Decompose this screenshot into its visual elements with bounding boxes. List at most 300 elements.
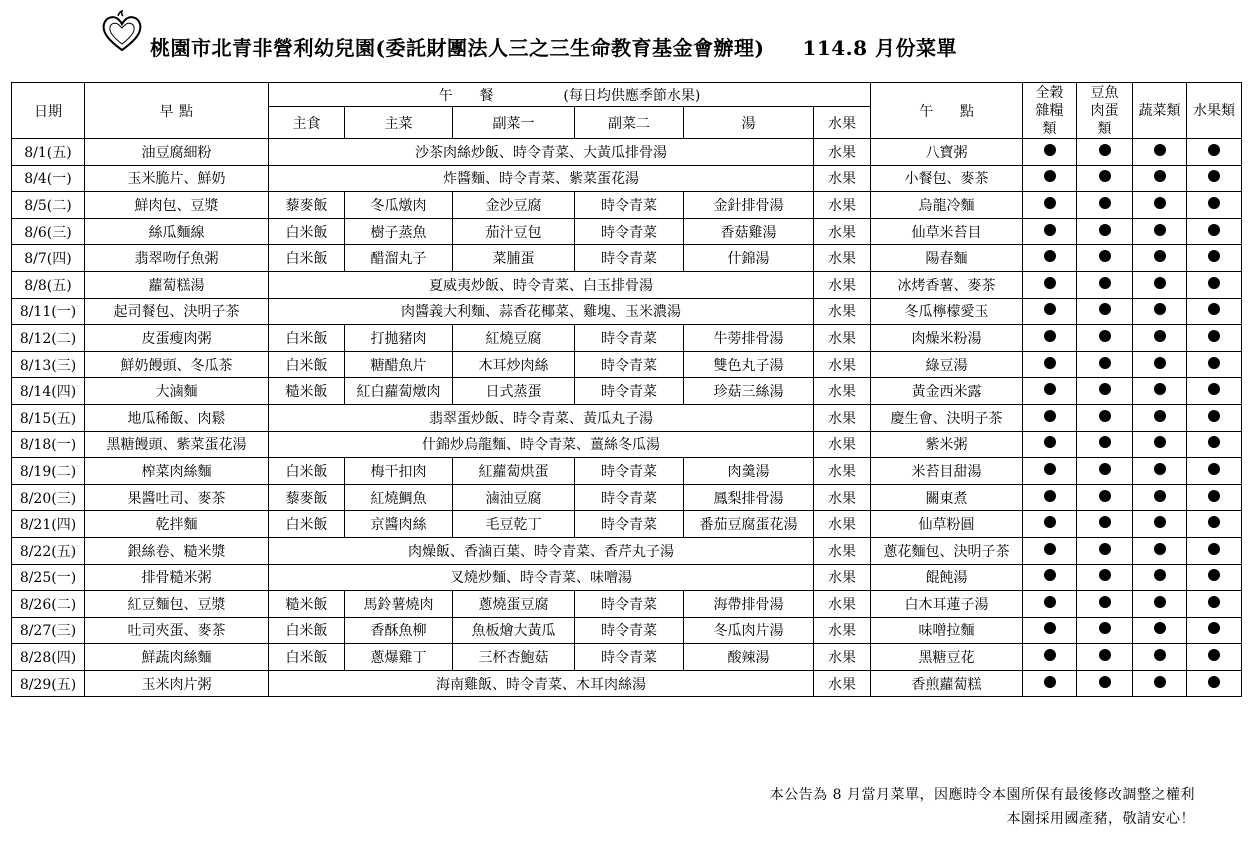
filled-dot-icon [1044,303,1056,315]
cell-soup: 金針排骨湯 [684,192,814,219]
cell-check-veg [1133,165,1187,192]
filled-dot-icon [1154,144,1166,156]
table-row [12,298,1242,325]
cell-check-grains [1023,591,1077,618]
cell-main-dish: 糖醋魚片 [345,351,453,378]
cell-soup: 鳳梨排骨湯 [684,484,814,511]
cell-check-protein [1077,537,1133,564]
cell-check-protein [1077,644,1133,671]
cell-check-protein [1077,245,1133,272]
cell-breakfast: 皮蛋瘦肉粥 [85,325,269,352]
page-header [100,10,1200,70]
cell-breakfast: 蘿蔔糕湯 [85,271,269,298]
cell-breakfast: 地瓜稀飯、肉鬆 [85,404,269,431]
header-fruit-group: 水果類 [1187,83,1242,139]
filled-dot-icon [1099,357,1111,369]
cell-staple: 白米飯 [269,458,345,485]
cell-staple: 藜麥飯 [269,192,345,219]
cell-side2: 時令青菜 [575,325,684,352]
cell-date: 8/7(四) [12,245,85,272]
cell-main-dish: 香酥魚柳 [345,617,453,644]
cell-check-grains [1023,378,1077,405]
table-row [12,431,1242,458]
filled-dot-icon [1154,170,1166,182]
cell-lunch-merged: 叉燒炒麵、時令青菜、味噌湯 [269,564,814,591]
cell-breakfast: 油豆腐細粉 [85,139,269,166]
cell-staple: 糙米飯 [269,591,345,618]
cell-main-dish: 冬瓜燉肉 [345,192,453,219]
cell-side1: 蔥燒蛋豆腐 [453,591,575,618]
cell-snack: 餛飩湯 [871,564,1023,591]
filled-dot-icon [1208,516,1220,528]
cell-fruit: 水果 [814,218,871,245]
cell-fruit: 水果 [814,139,871,166]
filled-dot-icon [1154,357,1166,369]
cell-breakfast: 果醬吐司、麥茶 [85,484,269,511]
cell-snack: 仙草粉圓 [871,511,1023,538]
cell-check-protein [1077,564,1133,591]
cell-check-grains [1023,165,1077,192]
filled-dot-icon [1044,383,1056,395]
cell-fruit: 水果 [814,404,871,431]
cell-check-protein [1077,192,1133,219]
cell-check-fruit-group [1187,165,1242,192]
header-veg: 蔬菜類 [1133,83,1187,139]
header-staple: 主食 [269,107,345,139]
filled-dot-icon [1208,250,1220,262]
cell-date: 8/26(二) [12,591,85,618]
cell-side1: 紅燒豆腐 [453,325,575,352]
cell-breakfast: 大滷麵 [85,378,269,405]
cell-soup: 肉羹湯 [684,458,814,485]
cell-breakfast: 鮮奶饅頭、冬瓜茶 [85,351,269,378]
cell-main-dish: 醋溜丸子 [345,245,453,272]
cell-check-veg [1133,511,1187,538]
cell-check-veg [1133,670,1187,697]
filled-dot-icon [1208,330,1220,342]
cell-snack: 味噌拉麵 [871,617,1023,644]
filled-dot-icon [1099,516,1111,528]
table-row [12,139,1242,166]
filled-dot-icon [1208,303,1220,315]
cell-check-grains [1023,537,1077,564]
cell-snack: 香煎蘿蔔糕 [871,670,1023,697]
cell-fruit: 水果 [814,298,871,325]
cell-check-protein [1077,165,1133,192]
cell-soup: 酸辣湯 [684,644,814,671]
cell-fruit: 水果 [814,458,871,485]
cell-check-protein [1077,139,1133,166]
filled-dot-icon [1154,330,1166,342]
cell-fruit: 水果 [814,564,871,591]
cell-check-protein [1077,431,1133,458]
filled-dot-icon [1099,596,1111,608]
table-row [12,325,1242,352]
header-soup: 湯 [684,107,814,139]
cell-check-veg [1133,245,1187,272]
cell-breakfast: 起司餐包、決明子茶 [85,298,269,325]
cell-staple: 白米飯 [269,511,345,538]
header-grains-text: 全穀雜糧類 [1035,84,1064,137]
cell-soup: 冬瓜肉片湯 [684,617,814,644]
cell-check-fruit-group [1187,511,1242,538]
cell-snack: 慶生會、決明子茶 [871,404,1023,431]
cell-date: 8/28(四) [12,644,85,671]
filled-dot-icon [1208,224,1220,236]
cell-breakfast: 乾拌麵 [85,511,269,538]
filled-dot-icon [1208,357,1220,369]
table-row [12,192,1242,219]
cell-check-veg [1133,218,1187,245]
cell-date: 8/1(五) [12,139,85,166]
cell-date: 8/21(四) [12,511,85,538]
filled-dot-icon [1099,649,1111,661]
cell-date: 8/8(五) [12,271,85,298]
cell-date: 8/20(三) [12,484,85,511]
filled-dot-icon [1154,250,1166,262]
cell-side1: 金沙豆腐 [453,192,575,219]
filled-dot-icon [1154,224,1166,236]
cell-side2: 時令青菜 [575,378,684,405]
cell-side2: 時令青菜 [575,245,684,272]
filled-dot-icon [1099,250,1111,262]
cell-main-dish: 馬鈴薯燒肉 [345,591,453,618]
cell-fruit: 水果 [814,617,871,644]
cell-side2: 時令青菜 [575,484,684,511]
header-lunch-label: 午 餐 [438,87,494,104]
cell-fruit: 水果 [814,591,871,618]
cell-side2: 時令青菜 [575,218,684,245]
filled-dot-icon [1154,649,1166,661]
filled-dot-icon [1044,622,1056,634]
cell-check-protein [1077,484,1133,511]
cell-side2: 時令青菜 [575,192,684,219]
filled-dot-icon [1044,224,1056,236]
cell-breakfast: 排骨糙米粥 [85,564,269,591]
cell-check-protein [1077,271,1133,298]
table-row [12,644,1242,671]
cell-snack: 肉燥米粉湯 [871,325,1023,352]
cell-date: 8/18(一) [12,431,85,458]
cell-main-dish: 梅干扣肉 [345,458,453,485]
cell-check-grains [1023,458,1077,485]
cell-lunch-merged: 什錦炒烏龍麵、時令青菜、薑絲冬瓜湯 [269,431,814,458]
cell-check-protein [1077,591,1133,618]
cell-check-fruit-group [1187,431,1242,458]
cell-check-veg [1133,325,1187,352]
filled-dot-icon [1154,463,1166,475]
filled-dot-icon [1044,596,1056,608]
cell-breakfast: 玉米肉片粥 [85,670,269,697]
filled-dot-icon [1044,569,1056,581]
cell-breakfast: 鮮蔬肉絲麵 [85,644,269,671]
cell-staple: 白米飯 [269,644,345,671]
cell-check-protein [1077,378,1133,405]
filled-dot-icon [1154,596,1166,608]
cell-side1: 魚板燴大黃瓜 [453,617,575,644]
cell-check-grains [1023,351,1077,378]
cell-check-veg [1133,351,1187,378]
footer-notice [770,783,1195,831]
cell-date: 8/13(三) [12,351,85,378]
cell-check-protein [1077,218,1133,245]
filled-dot-icon [1099,197,1111,209]
cell-check-grains [1023,511,1077,538]
filled-dot-icon [1044,676,1056,688]
cell-snack: 冬瓜檸檬愛玉 [871,298,1023,325]
cell-check-protein [1077,404,1133,431]
cell-breakfast: 絲瓜麵線 [85,218,269,245]
cell-check-fruit-group [1187,298,1242,325]
cell-soup: 海帶排骨湯 [684,591,814,618]
cell-soup: 香菇雞湯 [684,218,814,245]
cell-fruit: 水果 [814,351,871,378]
cell-check-veg [1133,458,1187,485]
cell-side1: 滷油豆腐 [453,484,575,511]
cell-fruit: 水果 [814,431,871,458]
filled-dot-icon [1044,144,1056,156]
filled-dot-icon [1044,277,1056,289]
cell-check-fruit-group [1187,484,1242,511]
cell-check-veg [1133,139,1187,166]
filled-dot-icon [1099,410,1111,422]
filled-dot-icon [1208,569,1220,581]
cell-check-fruit-group [1187,271,1242,298]
filled-dot-icon [1099,569,1111,581]
filled-dot-icon [1208,144,1220,156]
filled-dot-icon [1044,436,1056,448]
filled-dot-icon [1208,596,1220,608]
cell-fruit: 水果 [814,484,871,511]
cell-side1: 紅蘿蔔烘蛋 [453,458,575,485]
cell-date: 8/15(五) [12,404,85,431]
filled-dot-icon [1044,516,1056,528]
table-row [12,351,1242,378]
filled-dot-icon [1208,277,1220,289]
title-month: 114.8 月份菜單 [802,36,958,60]
cell-breakfast: 吐司夾蛋、麥茶 [85,617,269,644]
cell-snack: 蔥花麵包、決明子茶 [871,537,1023,564]
filled-dot-icon [1044,463,1056,475]
filled-dot-icon [1044,490,1056,502]
filled-dot-icon [1208,543,1220,555]
cell-check-grains [1023,670,1077,697]
cell-check-veg [1133,404,1187,431]
filled-dot-icon [1154,569,1166,581]
cell-check-fruit-group [1187,378,1242,405]
filled-dot-icon [1099,224,1111,236]
table-row [12,165,1242,192]
cell-check-grains [1023,192,1077,219]
table-row [12,670,1242,697]
filled-dot-icon [1208,170,1220,182]
filled-dot-icon [1154,436,1166,448]
filled-dot-icon [1208,463,1220,475]
cell-check-veg [1133,298,1187,325]
filled-dot-icon [1099,330,1111,342]
cell-check-veg [1133,644,1187,671]
cell-fruit: 水果 [814,271,871,298]
cell-check-veg [1133,617,1187,644]
cell-check-veg [1133,591,1187,618]
cell-check-veg [1133,271,1187,298]
cell-side2: 時令青菜 [575,458,684,485]
cell-fruit: 水果 [814,245,871,272]
filled-dot-icon [1044,649,1056,661]
cell-date: 8/5(二) [12,192,85,219]
filled-dot-icon [1044,330,1056,342]
heart-logo-icon [100,10,144,54]
cell-check-protein [1077,617,1133,644]
page-title [150,32,957,61]
table-row [12,404,1242,431]
header-fruit: 水果 [814,107,871,139]
cell-check-veg [1133,537,1187,564]
cell-staple: 白米飯 [269,218,345,245]
cell-check-veg [1133,431,1187,458]
cell-soup: 珍菇三絲湯 [684,378,814,405]
filled-dot-icon [1044,543,1056,555]
table-row [12,458,1242,485]
header-lunch [269,83,871,107]
cell-check-grains [1023,644,1077,671]
cell-lunch-merged: 翡翠蛋炒飯、時令青菜、黃瓜丸子湯 [269,404,814,431]
filled-dot-icon [1099,144,1111,156]
header-side1: 副菜一 [453,107,575,139]
menu-table [11,82,1242,697]
table-row [12,511,1242,538]
filled-dot-icon [1208,436,1220,448]
cell-lunch-merged: 肉醬義大利麵、蒜香花椰菜、雞塊、玉米濃湯 [269,298,814,325]
cell-side2: 時令青菜 [575,351,684,378]
cell-snack: 八寶粥 [871,139,1023,166]
cell-snack: 小餐包、麥茶 [871,165,1023,192]
cell-soup: 牛蒡排骨湯 [684,325,814,352]
filled-dot-icon [1154,197,1166,209]
cell-fruit: 水果 [814,192,871,219]
cell-lunch-merged: 肉燥飯、香滷百葉、時令青菜、香芹丸子湯 [269,537,814,564]
cell-snack: 白木耳蓮子湯 [871,591,1023,618]
header-protein [1077,83,1133,139]
filled-dot-icon [1044,170,1056,182]
table-row [12,245,1242,272]
cell-lunch-merged: 炸醬麵、時令青菜、紫菜蛋花湯 [269,165,814,192]
cell-check-protein [1077,511,1133,538]
cell-date: 8/19(二) [12,458,85,485]
table-row [12,218,1242,245]
filled-dot-icon [1044,250,1056,262]
cell-date: 8/22(五) [12,537,85,564]
header-main-dish: 主菜 [345,107,453,139]
cell-breakfast: 紅豆麵包、豆漿 [85,591,269,618]
cell-check-grains [1023,431,1077,458]
cell-snack: 米苔目甜湯 [871,458,1023,485]
cell-check-veg [1133,564,1187,591]
table-row [12,378,1242,405]
cell-check-fruit-group [1187,670,1242,697]
cell-side1: 木耳炒肉絲 [453,351,575,378]
cell-check-fruit-group [1187,404,1242,431]
header-protein-text: 豆魚肉蛋類 [1090,84,1119,137]
cell-check-protein [1077,325,1133,352]
cell-main-dish: 紅白蘿蔔燉肉 [345,378,453,405]
cell-snack: 冰烤香薯、麥茶 [871,271,1023,298]
filled-dot-icon [1099,303,1111,315]
cell-check-fruit-group [1187,537,1242,564]
filled-dot-icon [1154,383,1166,395]
cell-check-fruit-group [1187,192,1242,219]
filled-dot-icon [1154,516,1166,528]
filled-dot-icon [1208,410,1220,422]
table-row [12,537,1242,564]
title-text: 桃園市北青非營利幼兒園(委託財團法人三之三生命教育基金會辦理) [150,36,765,60]
header-side2: 副菜二 [575,107,684,139]
cell-breakfast: 黑糖饅頭、紫菜蛋花湯 [85,431,269,458]
cell-snack: 仙草米苔目 [871,218,1023,245]
cell-date: 8/4(一) [12,165,85,192]
filled-dot-icon [1099,463,1111,475]
cell-check-grains [1023,139,1077,166]
cell-breakfast: 銀絲卷、糙米漿 [85,537,269,564]
cell-check-grains [1023,617,1077,644]
cell-check-fruit-group [1187,139,1242,166]
cell-snack: 陽春麵 [871,245,1023,272]
cell-date: 8/14(四) [12,378,85,405]
cell-date: 8/27(三) [12,617,85,644]
filled-dot-icon [1099,622,1111,634]
filled-dot-icon [1044,357,1056,369]
cell-staple: 糙米飯 [269,378,345,405]
cell-breakfast: 榨菜肉絲麵 [85,458,269,485]
cell-date: 8/25(一) [12,564,85,591]
cell-side2: 時令青菜 [575,591,684,618]
filled-dot-icon [1154,303,1166,315]
cell-check-fruit-group [1187,245,1242,272]
cell-side1: 日式蒸蛋 [453,378,575,405]
filled-dot-icon [1154,676,1166,688]
cell-check-protein [1077,670,1133,697]
cell-lunch-merged: 沙茶肉絲炒飯、時令青菜、大黃瓜排骨湯 [269,139,814,166]
cell-main-dish: 京醬肉絲 [345,511,453,538]
filled-dot-icon [1208,649,1220,661]
table-row [12,617,1242,644]
filled-dot-icon [1208,490,1220,502]
filled-dot-icon [1208,622,1220,634]
filled-dot-icon [1099,676,1111,688]
cell-main-dish: 打拋豬肉 [345,325,453,352]
header-lunch-note: (每日均供應季節水果) [563,87,701,104]
cell-check-grains [1023,484,1077,511]
filled-dot-icon [1154,622,1166,634]
filled-dot-icon [1099,436,1111,448]
cell-staple: 白米飯 [269,351,345,378]
footer-line2: 本園採用國產豬，敬請安心！ [1006,811,1195,827]
header-snack: 午 點 [871,83,1023,139]
cell-date: 8/11(一) [12,298,85,325]
cell-snack: 黑糖豆花 [871,644,1023,671]
cell-side2: 時令青菜 [575,617,684,644]
cell-date: 8/6(三) [12,218,85,245]
cell-check-veg [1133,378,1187,405]
cell-staple: 藜麥飯 [269,484,345,511]
cell-side1: 菜脯蛋 [453,245,575,272]
filled-dot-icon [1044,197,1056,209]
cell-lunch-merged: 海南雞飯、時令青菜、木耳肉絲湯 [269,670,814,697]
header-grains [1023,83,1077,139]
filled-dot-icon [1099,170,1111,182]
filled-dot-icon [1154,277,1166,289]
cell-check-fruit-group [1187,591,1242,618]
